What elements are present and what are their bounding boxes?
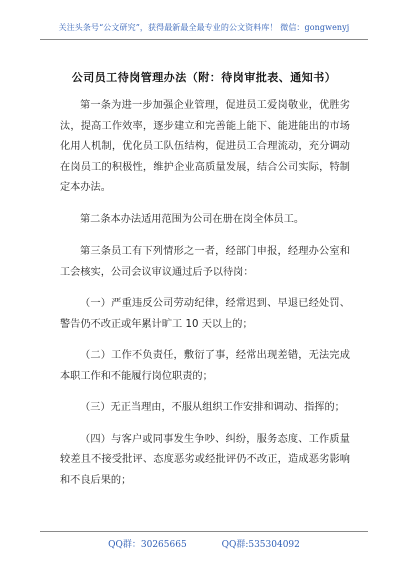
article-3-paragraph: 第三条员工有下列情形之一者，经部门申报，经理办公室和工会核实，公司会议审议通过后予以待岗： <box>60 246 350 278</box>
article-2-paragraph: 第二条本办法适用范围为公司在册在岗全体员工。 <box>80 213 305 225</box>
footer-divider <box>40 531 368 532</box>
header-banner: 关注头条号“公文研究”，获得最新最全最专业的公文资料库！ 微信：gongwenyj <box>58 23 350 32</box>
header-divider <box>40 39 368 40</box>
clause-3-paragraph: （三）无正当理由，不服从组织工作安排和调动、指挥的； <box>80 402 345 413</box>
clause-4-paragraph: （四）与客户或同事发生争吵、纠纷，服务态度、工作质量较差且不接受批评、态度恶劣或经批评仍不改正，造成恶劣影响和不良后果的； <box>60 433 350 486</box>
qq-group-1: QQ群：30265665 <box>108 540 187 550</box>
clause-1-paragraph: （一）严重违反公司劳动纪律，经常迟到、早退已经处罚、警告仍不改正或年累计旷工 10 天以上的； <box>60 298 350 330</box>
article-1-paragraph: 第一条为进一步加强企业管理，促进员工爱岗敬业，优胜劣汰，提高工作效率，逐步建立和完善能上能下、能进能出的市场化用人机制，优化员工队伍结构，促进员工合理流动，充分调动在岗员工的积极性，维护企业高质量发展，结合公司实际，特制定本办法。 <box>60 100 350 193</box>
qq-group-2: QQ群:535304092 <box>221 540 300 550</box>
clause-2-paragraph: （二）工作不负责任，敷衍了事，经常出现差错，无法完成本职工作和不能履行岗位职责的； <box>60 350 350 382</box>
document-body <box>60 96 350 502</box>
document-title: 公司员工待岗管理办法（附：待岗审批表、通知书） <box>71 71 337 84</box>
footer-contacts <box>0 537 408 550</box>
